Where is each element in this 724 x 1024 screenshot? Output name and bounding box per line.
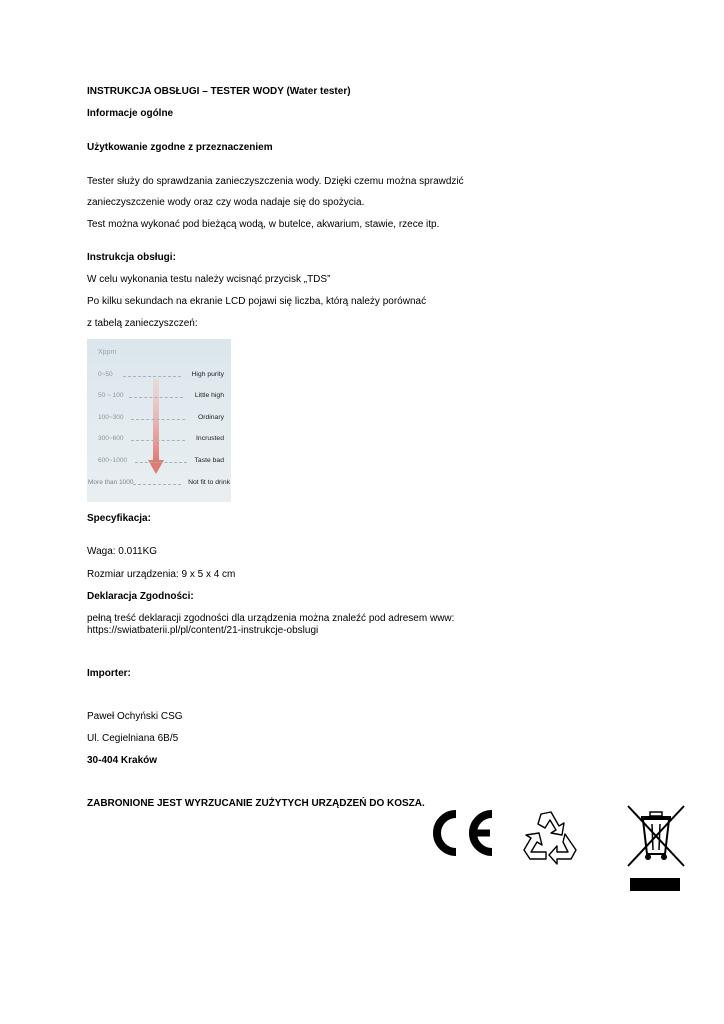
dashed-leader: [135, 462, 187, 463]
ppm-range: 0~50: [98, 371, 113, 378]
dashed-leader: [131, 440, 185, 441]
intended-use-line: Tester służy do sprawdzania zanieczyszczenia wody. Dzięki czemu można sprawdzić: [87, 176, 464, 187]
ppm-range: More than 1000: [88, 479, 134, 486]
spec-weight: Waga: 0.011KG: [87, 546, 158, 557]
ppm-header: Xppm: [98, 349, 117, 356]
declaration-text: pełną treść deklaracji zgodności dla urządzenia można znaleźć pod adresem www: https://swiatbaterii.pl/pl/content/21-instrukcje-obslugi: [87, 613, 455, 636]
disposal-warning: ZABRONIONE JEST WYRZUCANIE ZUŻYTYCH URZĄDZEŃ DO KOSZA.: [87, 798, 425, 809]
usage-line: W celu wykonania testu należy wcisnąć przycisk „TDS”: [87, 274, 331, 285]
importer-line: 30-404 Kraków: [87, 755, 158, 766]
ppm-label: Not fit to drink: [188, 479, 230, 486]
intended-use-heading: Użytkowanie zgodne z przeznaczeniem: [87, 142, 273, 153]
crossed-out-bin-icon: [626, 804, 686, 868]
usage-line: Po kilku sekundach na ekranie LCD pojawi się liczba, którą należy porównać: [87, 296, 427, 307]
importer-line: Paweł Ochyński CSG: [87, 711, 183, 722]
spec-dimensions: Rozmiar urządzenia: 9 x 5 x 4 cm: [87, 569, 236, 580]
ppm-label: Little high: [194, 392, 224, 399]
ppm-row: [87, 435, 231, 445]
ppm-label: Taste bad: [194, 457, 224, 464]
bin-underline-bar: [630, 878, 680, 891]
ppm-range: 100~300: [98, 414, 124, 421]
ppm-range: 600~1000: [98, 457, 128, 464]
ppm-label: High purity: [191, 371, 224, 378]
ppm-label: Ordinary: [197, 414, 224, 421]
ppm-contamination-table: [87, 339, 231, 502]
ppm-row: [87, 392, 231, 402]
ce-mark-icon: [426, 808, 496, 858]
spec-heading: Specyfikacja:: [87, 513, 151, 524]
importer-heading: Importer:: [87, 668, 131, 679]
ppm-label: Incrusted: [196, 435, 224, 442]
declaration-heading: Deklaracja Zgodności:: [87, 591, 194, 602]
ppm-range: 300~600: [98, 435, 124, 442]
usage-line: z tabelą zanieczyszczeń:: [87, 318, 198, 329]
dashed-leader: [131, 419, 185, 420]
intended-use-line: zanieczyszczenie wody oraz czy woda nadaje się do spożycia.: [87, 197, 365, 208]
intended-use-line: Test można wykonać pod bieżącą wodą, w butelce, akwarium, stawie, rzece itp.: [87, 219, 440, 230]
ppm-row: [87, 457, 231, 467]
dashed-leader: [123, 376, 181, 377]
general-heading: Informacje ogólne: [87, 108, 174, 119]
importer-line: Ul. Cegielniana 6B/5: [87, 733, 179, 744]
dashed-leader: [129, 397, 183, 398]
ppm-row: [87, 479, 231, 489]
dashed-leader: [133, 484, 181, 485]
ppm-range: 50 ~ 100: [98, 392, 124, 399]
recycle-icon: [521, 808, 579, 866]
document-title: INSTRUKCJA OBSŁUGI – TESTER WODY (Water tester): [87, 86, 351, 97]
ppm-row: [87, 371, 231, 381]
usage-heading: Instrukcja obsługi:: [87, 252, 176, 263]
ppm-row: [87, 414, 231, 424]
